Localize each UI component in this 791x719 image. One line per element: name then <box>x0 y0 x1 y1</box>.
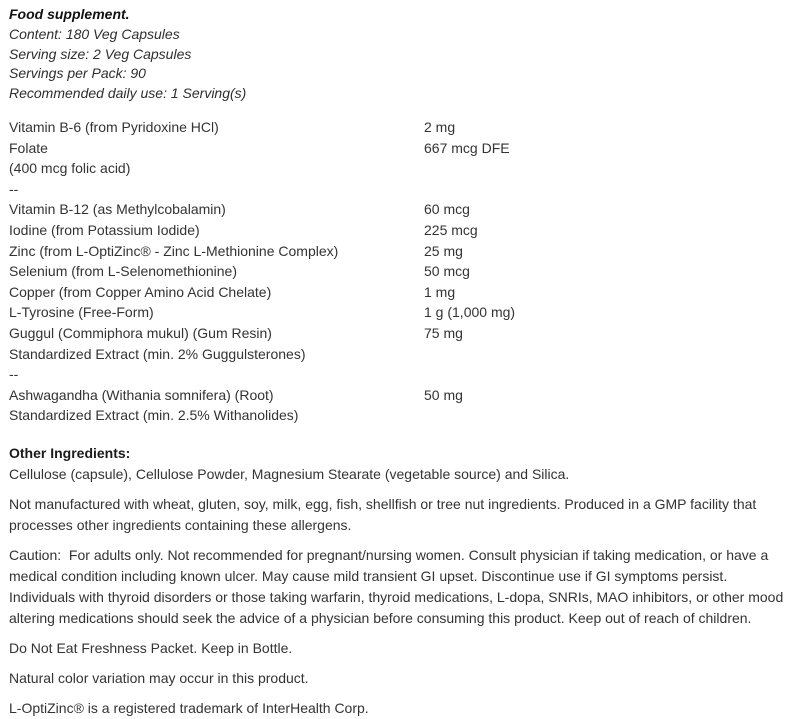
table-row-separator <box>9 364 788 385</box>
nutrient-label: Guggul (Commiphora mukul) (Gum Resin) <box>9 324 272 341</box>
nutrient-label: Selenium (from L-Selenomethionine) <box>9 263 237 280</box>
label-text-sections <box>9 443 788 719</box>
table-row <box>9 385 788 406</box>
nutrient-amount: 2 mg <box>424 118 456 135</box>
nutrient-amount <box>424 179 788 200</box>
nutrient-label: Zinc (from L-OptiZinc® - Zinc L-Methionine Complex) <box>9 242 339 259</box>
table-row <box>9 261 788 282</box>
table-row <box>9 138 788 159</box>
nutrient-label: Copper (from Copper Amino Acid Chelate) <box>9 283 272 300</box>
label-title: Food supplement. <box>9 6 130 22</box>
table-row <box>9 344 788 365</box>
nutrient-amount: 50 mg <box>424 386 463 403</box>
nutrient-amount <box>424 158 788 179</box>
table-row <box>9 282 788 303</box>
table-row-separator <box>9 179 788 200</box>
nutrient-amount: 60 mcg <box>424 201 470 218</box>
nutrient-amount: 1 g (1,000 mg) <box>424 304 516 321</box>
nutrient-amount: 75 mg <box>424 324 463 341</box>
nutrient-label: Folate <box>9 139 48 156</box>
table-row <box>9 220 788 241</box>
label-header <box>9 5 788 104</box>
nutrient-label: Standardized Extract (min. 2.5% Withanolides) <box>9 407 299 424</box>
other-ingredients-heading: Other Ingredients: <box>9 444 131 461</box>
table-row <box>9 117 788 138</box>
freshness-paragraph: Do Not Eat Freshness Packet. Keep in Bottle. <box>9 639 293 656</box>
nutrient-label: Standardized Extract (min. 2% Guggulsterones) <box>9 345 306 362</box>
table-row <box>9 199 788 220</box>
nutrient-label: -- <box>9 366 19 383</box>
table-row <box>9 323 788 344</box>
trademark-paragraph: L-OptiZinc® is a registered trademark of InterHealth Corp. <box>9 699 369 716</box>
nutrient-label: Ashwagandha (Withania somnifera) (Root) <box>9 386 274 403</box>
table-row <box>9 241 788 262</box>
nutrient-label: L-Tyrosine (Free-Form) <box>9 304 154 321</box>
table-row <box>9 405 788 426</box>
nutrient-amount: 25 mg <box>424 242 463 259</box>
table-row <box>9 302 788 323</box>
nutrient-amount: 50 mcg <box>424 263 470 280</box>
allergen-paragraph: Not manufactured with wheat, gluten, soy, milk, egg, fish, shellfish or tree nut ingredients. Produced in a GMP facility that processes other ingredients containing these allergens. <box>9 495 757 533</box>
supplement-facts-table <box>9 117 788 426</box>
serving-size-line: Serving size: 2 Veg Capsules <box>9 45 192 62</box>
nutrient-label: Vitamin B-12 (as Methylcobalamin) <box>9 201 226 218</box>
nutrient-amount: 1 mg <box>424 283 456 300</box>
nutrient-label: -- <box>9 180 19 197</box>
nutrient-label: Iodine (from Potassium Iodide) <box>9 221 200 238</box>
caution-paragraph: Caution: For adults only. Not recommended for pregnant/nursing women. Consult physician if taking medication, or have a medical condition including known ulcer. May cause mild transient GI upset. Discontinue use if GI symptoms persist. Individuals with thyroid disorders or those taking warfarin, thyroid medications, L-dopa, SNRIs, MAO inhibitors, or other mood altering medications should seek the advice of a physician before consuming this product. Keep out of reach of children. <box>9 546 788 626</box>
nutrient-amount: 225 mcg <box>424 221 478 238</box>
content-line: Content: 180 Veg Capsules <box>9 25 180 42</box>
daily-use-line: Recommended daily use: 1 Serving(s) <box>9 85 247 102</box>
servings-per-pack-line: Servings per Pack: 90 <box>9 65 146 82</box>
nutrient-label: Vitamin B-6 (from Pyridoxine HCl) <box>9 118 219 135</box>
nutrient-amount <box>424 405 788 426</box>
table-row <box>9 158 788 179</box>
nutrient-amount <box>424 364 788 385</box>
nutrient-label: (400 mcg folic acid) <box>9 160 131 177</box>
nutrient-amount: 667 mcg DFE <box>424 139 510 156</box>
nutrient-amount <box>424 344 788 365</box>
other-ingredients-text: Cellulose (capsule), Cellulose Powder, Magnesium Stearate (vegetable source) and Silica. <box>9 465 570 482</box>
color-variation-paragraph: Natural color variation may occur in this product. <box>9 669 309 686</box>
